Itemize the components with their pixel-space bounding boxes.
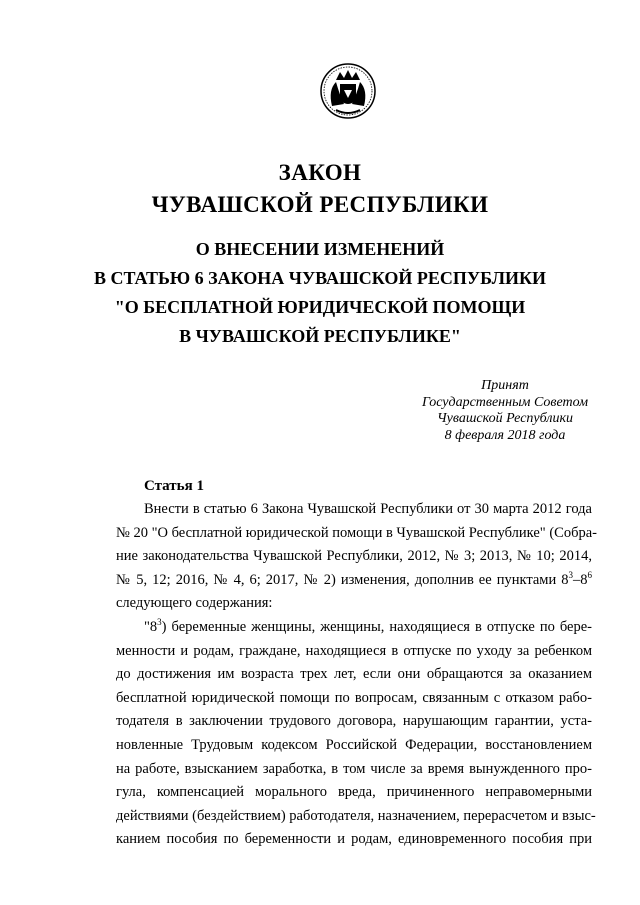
paragraph-line: новленные Трудовым кодексом Российской Федерации, восстановлением (116, 736, 592, 753)
adoption-line-3: Чувашской Республики (437, 411, 573, 426)
paragraph-line: на работе, взысканием заработка, в том числе за время вынужденного про- (116, 760, 592, 777)
paragraph-line: гула, компенсацией морального вреда, причиненного неправомерными (116, 784, 592, 801)
law-title-line-2: ЧУВАШСКОЙ РЕСПУБЛИКИ (151, 192, 489, 217)
superscript: 3 (157, 617, 162, 627)
adoption-line-2: Государственным Советом (421, 394, 589, 410)
coat-of-arms-graphic (318, 60, 378, 120)
paragraph-line: ние законодательства Чувашской Республики, 2012, № 3; 2013, № 10; 2014, (116, 548, 592, 565)
coat-of-arms-icon (318, 60, 378, 120)
subject-line-2: В СТАТЬЮ 6 ЗАКОНА ЧУВАШСКОЙ РЕСПУБЛИКИ (93, 268, 547, 288)
superscript: 3 (568, 569, 573, 580)
paragraph-line: тодателя в заключении трудового договора, нарушающим гарантии, уста- (116, 713, 592, 730)
line-text: ) беременные женщины, женщины, находящиеся в отпуске по бере- (161, 619, 592, 635)
subject-line-1: О ВНЕСЕНИИ ИЗМЕНЕНИЙ (195, 239, 445, 259)
line-text: –8 (573, 571, 588, 588)
paragraph-line: Внести в статью 6 Закона Чувашской Республики от 30 марта 2012 года (144, 501, 592, 517)
paragraph-line: действиями (бездействием) работодателя, назначением, перерасчетом и взыс- (116, 807, 596, 824)
paragraph-line: бесплатной юридической помощи по вопросам, связанным с отказом рабо- (116, 689, 592, 706)
law-title (0, 157, 640, 221)
article-heading: Статья 1 (144, 478, 204, 494)
article-paragraph-2 (116, 616, 596, 852)
paragraph-line (116, 616, 592, 640)
paragraph-line: до достижения им возраста трех лет, если они обращаются за оказанием (116, 666, 592, 683)
article-paragraph-1 (116, 498, 597, 616)
line-text: № 5, 12; 2016, № 4, 6; 2017, № 2) изменения, дополнив ее пунктами 8 (116, 571, 569, 588)
law-subject (0, 235, 640, 351)
paragraph-line (116, 569, 592, 593)
paragraph-line: № 20 "О бесплатной юридической помощи в Чувашской Республике" (Собра- (116, 524, 597, 541)
adoption-line-1: Принят (481, 378, 529, 393)
law-title-line-1: ЗАКОН (278, 160, 362, 185)
subject-line-4: В ЧУВАШСКОЙ РЕСПУБЛИКЕ" (179, 326, 461, 346)
superscript: 6 (587, 569, 592, 580)
subject-line-3: "О БЕСПЛАТНОЙ ЮРИДИЧЕСКОЙ ПОМОЩИ (114, 297, 526, 317)
adoption-note (405, 378, 605, 444)
adoption-date: 8 февраля 2018 года (444, 427, 566, 443)
line-text: "8 (144, 619, 158, 635)
paragraph-line: менности и родам, граждане, находящиеся в отпуске по уходу за ребенком (116, 642, 592, 659)
paragraph-line: канием пособия по беременности и родам, единовременного пособия при (116, 831, 592, 848)
paragraph-line: следующего содержания: (116, 595, 273, 612)
